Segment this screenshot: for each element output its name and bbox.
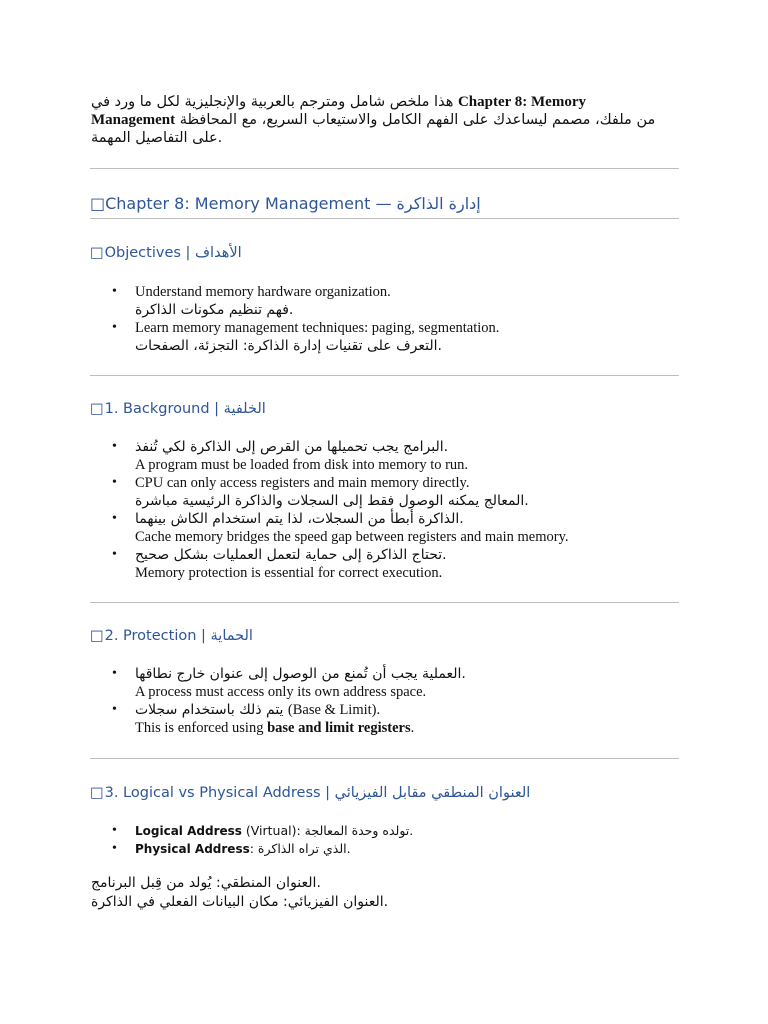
- background-heading: [90, 401, 266, 417]
- list-item: [110, 822, 680, 840]
- protection-enforced-text: This is enforced using: [135, 720, 268, 736]
- background-line-2: Memory protection is essential for correct execution.: [135, 565, 443, 581]
- list-item: [110, 840, 680, 858]
- address-list: [110, 822, 680, 858]
- protection-list: [110, 665, 680, 737]
- protection-line-1: [135, 701, 680, 719]
- divider: [90, 602, 679, 603]
- intro-suffix: من ملفك، مصمم ليساعدك على الفهم الكامل والاستيعاب السريع، مع المحافظة: [179, 112, 656, 128]
- objective-en: • Understand memory hardware organization.: [135, 284, 391, 300]
- address-term: Physical Address: [135, 842, 250, 856]
- protection-title: 2. Protection | الحماية: [104, 628, 253, 644]
- intro-prefix: هذا ملخص شامل ومترجم بالعربية والإنجليزية لكل ما ورد في: [91, 94, 454, 110]
- background-line-2: Cache memory bridges the speed gap between registers and main memory.: [135, 529, 569, 545]
- protection-ar-text: يتم ذلك باستخدام سجلات: [135, 702, 284, 718]
- background-line-1: • الذاكرة أبطأ من السجلات، لذا يتم استخدام الكاش بينهما.: [135, 511, 464, 527]
- divider: [90, 218, 679, 219]
- book-icon: □: [90, 194, 106, 213]
- objectives-heading: [90, 245, 242, 261]
- objectives-title: Objectives | الأهداف: [104, 245, 242, 261]
- intro-title-bold-2: Management: [91, 112, 176, 128]
- protection-en-text: (Base & Limit).: [287, 702, 381, 718]
- protection-line-1: • العملية يجب أن تُمنع من الوصول إلى عنوان خارج نطاقها.: [135, 666, 466, 682]
- address-rest-ar: الذي تراه الذاكرة.: [257, 841, 351, 856]
- divider: [90, 168, 679, 169]
- protection-period: .: [410, 720, 415, 736]
- objective-en: • Learn memory management techniques: paging, segmentation.: [135, 320, 500, 336]
- chapter-heading: [90, 194, 481, 213]
- address-paragraph-1: العنوان المنطقي: يُولد من قِبل البرنامج.: [91, 875, 321, 891]
- protection-line-2: A process must access only its own address space.: [135, 684, 427, 700]
- list-item: [110, 546, 680, 582]
- intro-title-bold: Chapter 8: Memory: [457, 94, 586, 110]
- intro-suffix-2: على التفاصيل المهمة.: [91, 130, 223, 146]
- protection-heading: [90, 628, 253, 644]
- address-term: Logical Address: [135, 824, 242, 838]
- list-item: [110, 438, 680, 474]
- background-line-2: المعالج يمكنه الوصول فقط إلى السجلات والذاكرة الرئيسية مباشرة.: [135, 493, 529, 509]
- divider: [90, 758, 679, 759]
- address-heading: [90, 785, 530, 801]
- list-item: [110, 474, 680, 510]
- list-item: [110, 701, 680, 737]
- protection-bold-text: base and limit registers: [267, 720, 411, 736]
- divider: [90, 375, 679, 376]
- address-rest-en: :: [249, 841, 258, 856]
- background-line-1: • CPU can only access registers and main memory directly.: [135, 475, 470, 491]
- address-paragraph-2: العنوان الفيزيائي: مكان البيانات الفعلي في الذاكرة.: [91, 894, 389, 910]
- shield-icon: □: [90, 628, 104, 644]
- background-line-1: • تحتاج الذاكرة إلى حماية لتعمل العمليات بشكل صحيح.: [135, 547, 447, 563]
- objective-ar: التعرف على تقنيات إدارة الذاكرة: التجزئة، الصفحات.: [135, 338, 442, 354]
- background-line-2: A program must be loaded from disk into memory to run.: [135, 457, 469, 473]
- objectives-list: [110, 283, 680, 355]
- list-item: [110, 510, 680, 546]
- list-item: [110, 665, 680, 701]
- address-rest-en: (Virtual):: [241, 823, 305, 838]
- address-title: 3. Logical vs Physical Address | العنوان المنطقي مقابل الفيزيائي: [104, 785, 531, 801]
- list-item: [110, 319, 680, 355]
- address-rest-ar: تولده وحدة المعالجة.: [304, 823, 414, 838]
- protection-line-2: [135, 719, 680, 737]
- objective-ar: فهم تنظيم مكونات الذاكرة.: [135, 302, 294, 318]
- pin-icon: □: [90, 401, 104, 417]
- location-icon: □: [90, 785, 104, 801]
- list-item: [110, 283, 680, 319]
- background-title: 1. Background | الخلفية: [104, 401, 266, 417]
- target-icon: □: [90, 245, 104, 261]
- background-list: [110, 438, 680, 582]
- chapter-title: Chapter 8: Memory Management — إدارة الذاكرة: [105, 194, 481, 213]
- background-line-1: • البرامج يجب تحميلها من القرص إلى الذاكرة لكي تُنفذ.: [135, 439, 449, 455]
- intro-paragraph: [91, 93, 671, 147]
